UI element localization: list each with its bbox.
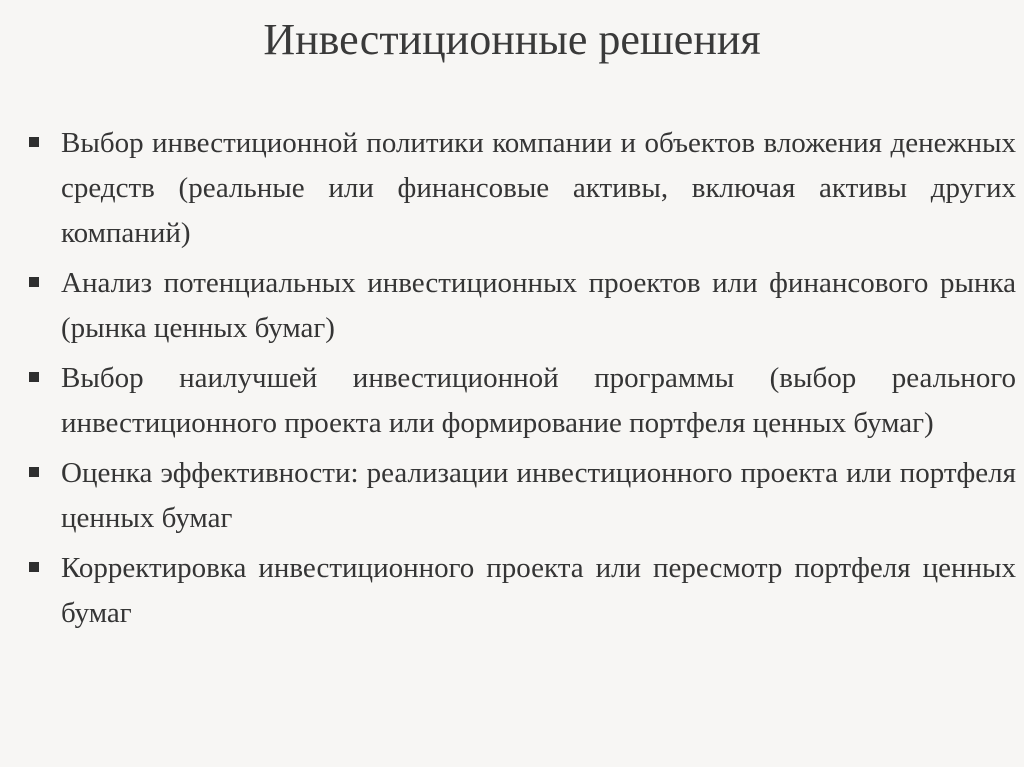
slide-title: Инвестиционные решения — [263, 15, 761, 64]
bullet-item-5 — [0, 546, 1024, 636]
bullet-item-1 — [0, 121, 1024, 256]
bullet-item-3 — [0, 356, 1024, 446]
square-bullet-icon — [29, 562, 39, 572]
bullet-text: Корректировка инвестиционного проекта или пересмотр портфеля ценных бумаг — [61, 552, 1016, 629]
bullet-item-2 — [0, 261, 1024, 351]
bullet-item-4 — [0, 451, 1024, 541]
bullet-list — [0, 121, 1024, 641]
bullet-text: Оценка эффективности: реализации инвестиционного проекта или портфеля ценных бумаг — [61, 457, 1016, 534]
bullet-text: Выбор наилучшей инвестиционной программы (выбор реального инвестиционного проекта или формирование портфеля ценных бумаг) — [61, 362, 1016, 439]
square-bullet-icon — [29, 277, 39, 287]
bullet-text: Выбор инвестиционной политики компании и объектов вложения денежных средств (реальные или финансовые активы, включая активы других компаний) — [61, 127, 1016, 249]
bullet-text: Анализ потенциальных инвестиционных проектов или финансового рынка (рынка ценных бумаг) — [61, 267, 1016, 344]
square-bullet-icon — [29, 137, 39, 147]
square-bullet-icon — [29, 372, 39, 382]
square-bullet-icon — [29, 467, 39, 477]
